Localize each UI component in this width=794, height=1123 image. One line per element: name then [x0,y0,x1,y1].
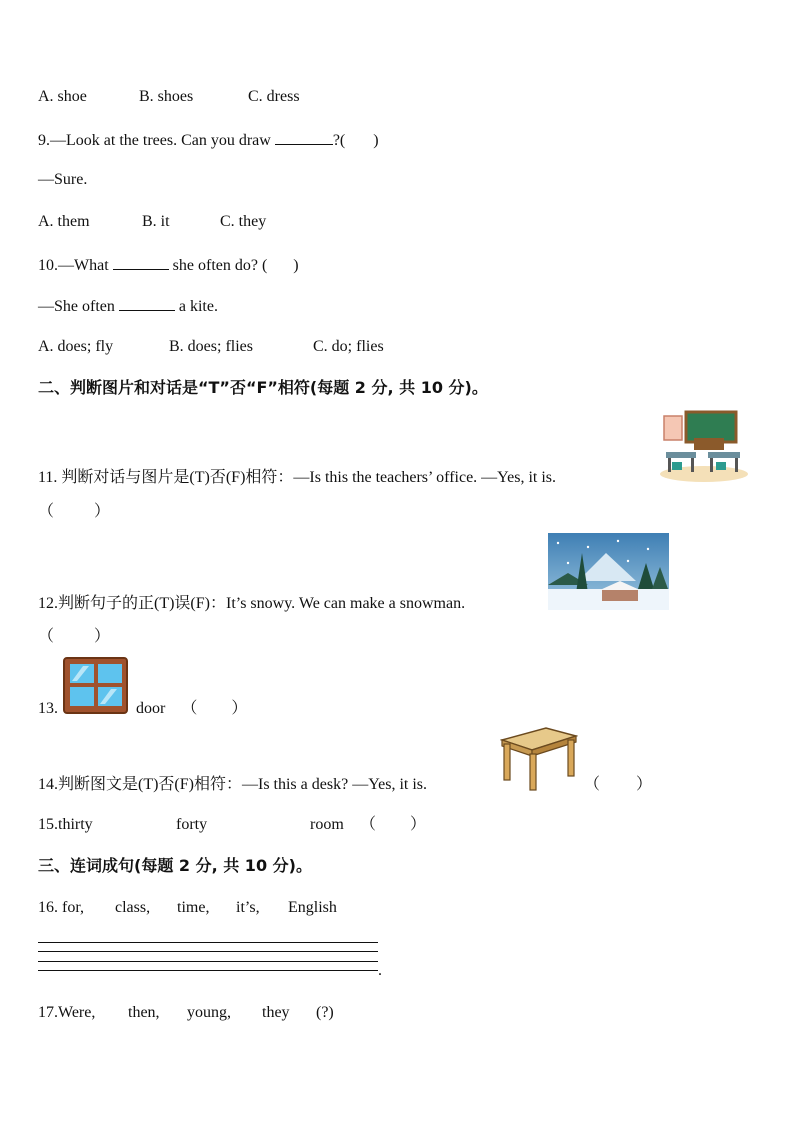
q12-answer-paren[interactable] [38,627,110,647]
q9-prompt [38,129,379,151]
q15-word-3: room [310,816,344,833]
q17-word-1: 17.Were, [38,1004,96,1021]
q12-paren-close: ） [94,628,111,645]
section-3-heading: 三、连词成句(每题 2 分, 共 10 分)。 [38,856,312,875]
q9-prompt-text: 9.—Look at the trees. Can you draw [38,132,271,149]
q9-paren-open: ?( [332,132,346,149]
q10-prompt-text: 10.—What [38,257,109,274]
q9-option-a[interactable]: A. them [38,213,90,230]
q13-line [136,699,247,719]
section-2-heading: 二、判断图片和对话是“T”否“F”相符(每题 2 分, 共 10 分)。 [38,378,488,397]
q11-answer-paren[interactable] [38,502,110,522]
q10-reply-end: a kite. [178,298,218,315]
q8-option-a[interactable]: A. shoe [38,88,87,105]
q13-word: door [136,700,166,717]
q9-reply: —Sure. [38,171,88,188]
q16-word-2: class, [115,899,151,916]
q14-paren-open: （ [584,776,601,793]
q13-number: 13. [38,700,58,717]
q10-reply [38,295,218,317]
q9-option-c[interactable]: C. they [220,213,267,230]
q9-paren-close: ) [373,132,379,149]
q14-answer-paren[interactable] [584,775,652,795]
q13-answer-paren[interactable]: （ ） [181,700,248,717]
q16-answer-line-2[interactable] [38,951,378,952]
q15-answer-paren[interactable]: （ ） [360,816,427,833]
q10-reply-start: —She often [38,298,115,315]
q11-paren-open: （ [38,503,55,520]
q10-option-a[interactable]: A. does; fly [38,338,114,355]
q14-paren-close: ） [636,776,653,793]
q15-line [38,815,426,835]
q11-text: 11. 判断对话与图片是(T)否(F)相符：—Is this the teachers’ office. —Yes, it is. [38,469,557,486]
q15-word-2: forty [176,816,208,833]
q8-options [38,87,300,107]
q12-text: 12.判断句子的正(T)误(F)：It’s snowy. We can make a snowman. [38,595,466,612]
q15-word-1: 15.thirty [38,816,93,833]
q10-answer-blank[interactable] [113,254,169,270]
q10-option-b[interactable]: B. does; flies [169,338,253,355]
snowy-landscape [548,533,669,610]
q9-option-b[interactable]: B. it [142,213,170,230]
q10-option-c[interactable]: C. do; flies [313,338,384,355]
q8-option-c[interactable]: C. dress [248,88,300,105]
q17-word-2: then, [128,1004,160,1021]
q17-words [38,1003,334,1023]
table-illustration [500,726,578,792]
q10-reply-blank[interactable] [119,295,175,311]
q16-answer-line-1[interactable] [38,942,378,943]
q17-word-5: (?) [316,1004,334,1021]
q11-paren-close: ） [94,503,111,520]
q16-word-1: 16. for, [38,899,85,916]
q10-prompt [38,254,299,276]
q9-answer-blank[interactable] [275,129,333,145]
classroom-illustration [656,408,752,484]
q17-word-3: young, [187,1004,231,1021]
q16-answer-line-4[interactable] [38,970,378,971]
q14-text: 14.判断图文是(T)否(F)相符：—Is this a desk? —Yes, it is. [38,776,428,793]
q16-word-5: English [288,899,337,916]
q16-period: . [378,962,382,979]
q10-prompt-rest: she often do? ( [172,257,268,274]
q16-answer-line-3[interactable] [38,961,378,962]
q9-options [38,212,266,232]
q12-paren-open: （ [38,628,55,645]
q16-word-3: time, [177,899,210,916]
q16-words [38,898,337,918]
q16-word-4: it’s, [236,899,260,916]
window-illustration [63,657,128,714]
q17-word-4: they [262,1004,290,1021]
q8-option-b[interactable]: B. shoes [139,88,194,105]
q10-paren-close: ) [293,257,299,274]
q10-options [38,337,384,357]
